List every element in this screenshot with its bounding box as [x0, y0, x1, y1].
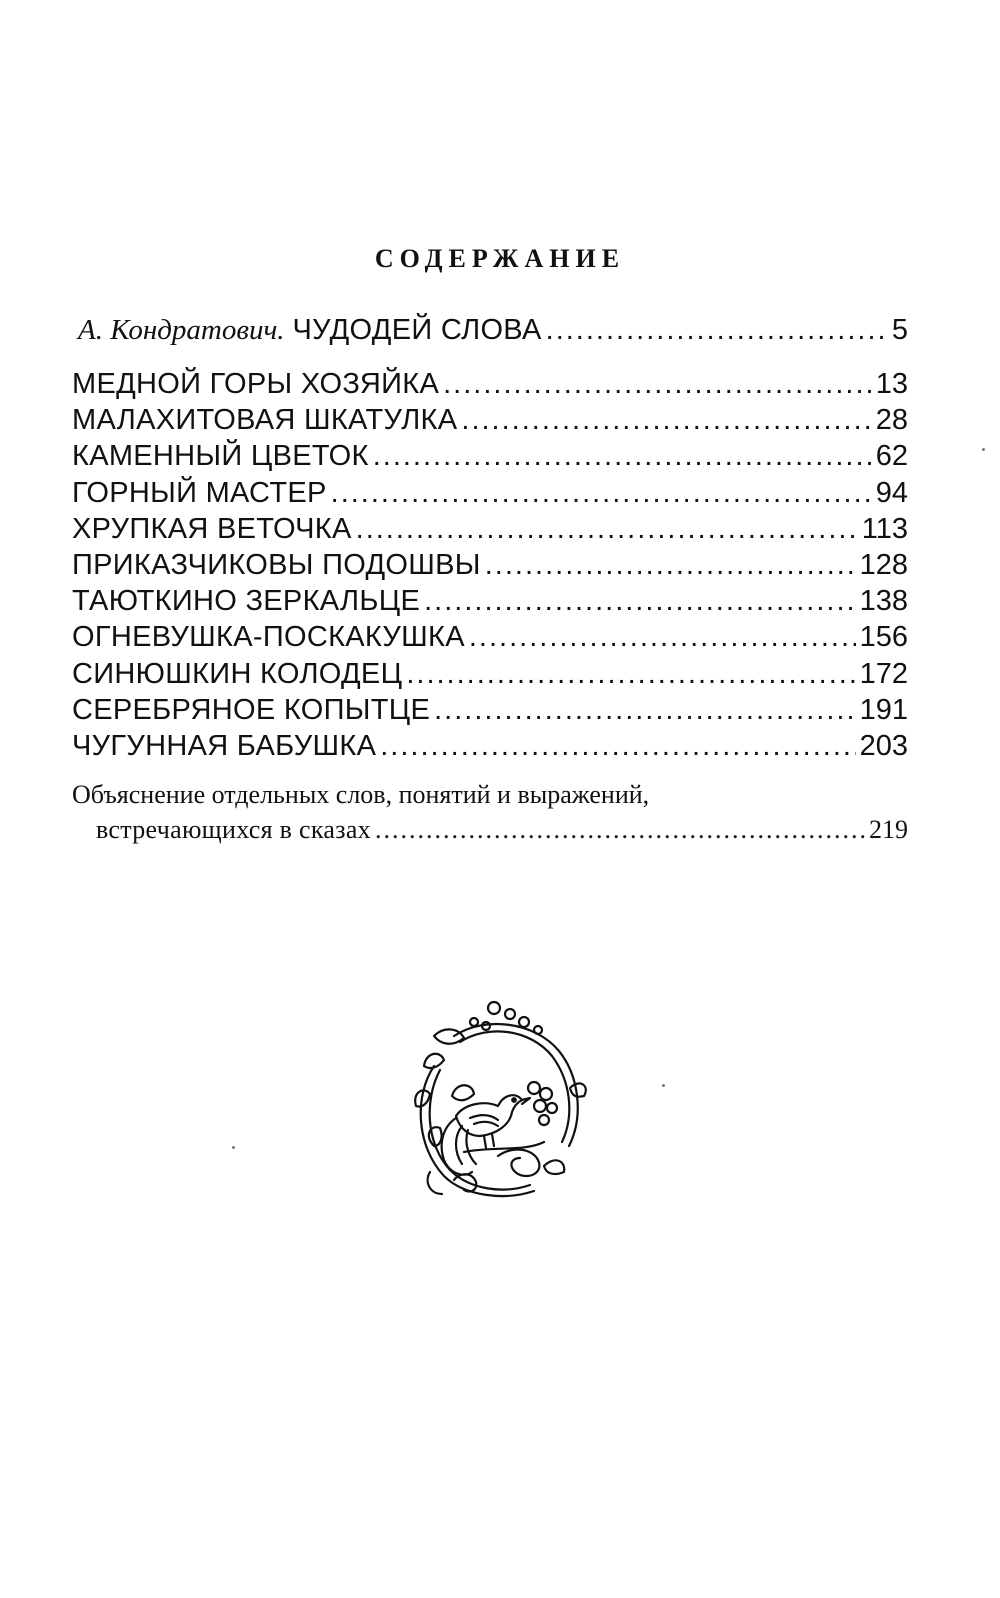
dot-leader — [356, 511, 858, 547]
entry-title: ГОРНЫЙ МАСТЕР — [72, 476, 327, 509]
toc-entry[interactable] — [72, 402, 908, 438]
toc-entry[interactable] — [72, 583, 908, 619]
print-speck — [662, 1084, 665, 1087]
entry-title: ПРИКАЗЧИКОВЫ ПОДОШВЫ — [72, 548, 481, 581]
print-speck — [232, 1146, 235, 1149]
dot-leader — [424, 583, 856, 619]
entry-page-number: 94 — [875, 476, 908, 509]
print-speck — [982, 448, 985, 451]
dot-leader — [373, 438, 872, 474]
entry-title: ЧУДОДЕЙ СЛОВА — [292, 314, 542, 346]
dot-leader — [443, 366, 872, 402]
entry-title: ОГНЕВУШКА-ПОСКАКУШКА — [72, 621, 465, 654]
page-title: СОДЕРЖАНИЕ — [374, 244, 626, 273]
toc-entry[interactable] — [72, 692, 908, 728]
glossary-title-line2-row — [72, 812, 908, 848]
entry-page-number: 5 — [891, 314, 908, 346]
entry-title: СИНЮШКИН КОЛОДЕЦ — [72, 657, 403, 690]
entry-title: ХРУПКАЯ ВЕТОЧКА — [72, 512, 352, 545]
glossary-title-line1: Объяснение отдельных слов, понятий и выражений, — [72, 780, 650, 810]
entry-author: А. Кондратович. — [78, 314, 285, 346]
dot-leader — [375, 812, 865, 848]
table-of-contents — [72, 312, 908, 848]
entry-title: ЧУГУННАЯ БАБУШКА — [72, 729, 377, 762]
dot-leader — [485, 547, 856, 583]
entry-page-number: 172 — [859, 657, 908, 690]
toc-entry[interactable] — [72, 366, 908, 402]
entry-page-number: 62 — [875, 440, 908, 473]
entry-page-number: 28 — [875, 404, 908, 437]
dot-leader — [406, 656, 855, 692]
dot-leader — [546, 312, 888, 348]
glossary-title-line2: встречающихся в сказах — [96, 815, 371, 845]
entry-page-number: 13 — [875, 368, 908, 400]
toc-entry[interactable] — [72, 475, 908, 511]
entry-title: СЕРЕБРЯНОЕ КОПЫТЦЕ — [72, 693, 431, 726]
entry-page-number: 113 — [861, 512, 908, 545]
entry-page-number: 128 — [859, 548, 908, 581]
dot-leader — [461, 402, 871, 438]
dot-leader — [434, 692, 856, 728]
entry-page-number: 191 — [859, 693, 908, 726]
bird-wreath-icon — [394, 996, 604, 1206]
dot-leader — [331, 475, 872, 511]
toc-entry[interactable] — [72, 728, 908, 764]
dot-leader — [469, 619, 856, 655]
toc-entry[interactable] — [72, 619, 908, 655]
dot-leader — [380, 728, 855, 764]
toc-entry[interactable] — [72, 656, 908, 692]
entry-page-number: 156 — [859, 621, 908, 654]
entry-page-number: 203 — [859, 729, 908, 762]
entry-title: МЕДНОЙ ГОРЫ ХОЗЯЙКА — [72, 368, 440, 400]
toc-entry-intro[interactable] — [78, 312, 908, 348]
entry-title: МАЛАХИТОВАЯ ШКАТУЛКА — [72, 404, 458, 437]
toc-entry[interactable] — [72, 511, 908, 547]
entry-title: КАМЕННЫЙ ЦВЕТОК — [72, 440, 369, 473]
entry-title: ТАЮТКИНО ЗЕРКАЛЬЦЕ — [72, 585, 421, 618]
toc-entry[interactable] — [72, 547, 908, 583]
entry-page-number: 219 — [869, 815, 908, 845]
story-list — [72, 366, 908, 764]
toc-entry-glossary[interactable] — [72, 778, 908, 848]
entry-page-number: 138 — [859, 585, 908, 618]
toc-entry[interactable] — [72, 438, 908, 474]
